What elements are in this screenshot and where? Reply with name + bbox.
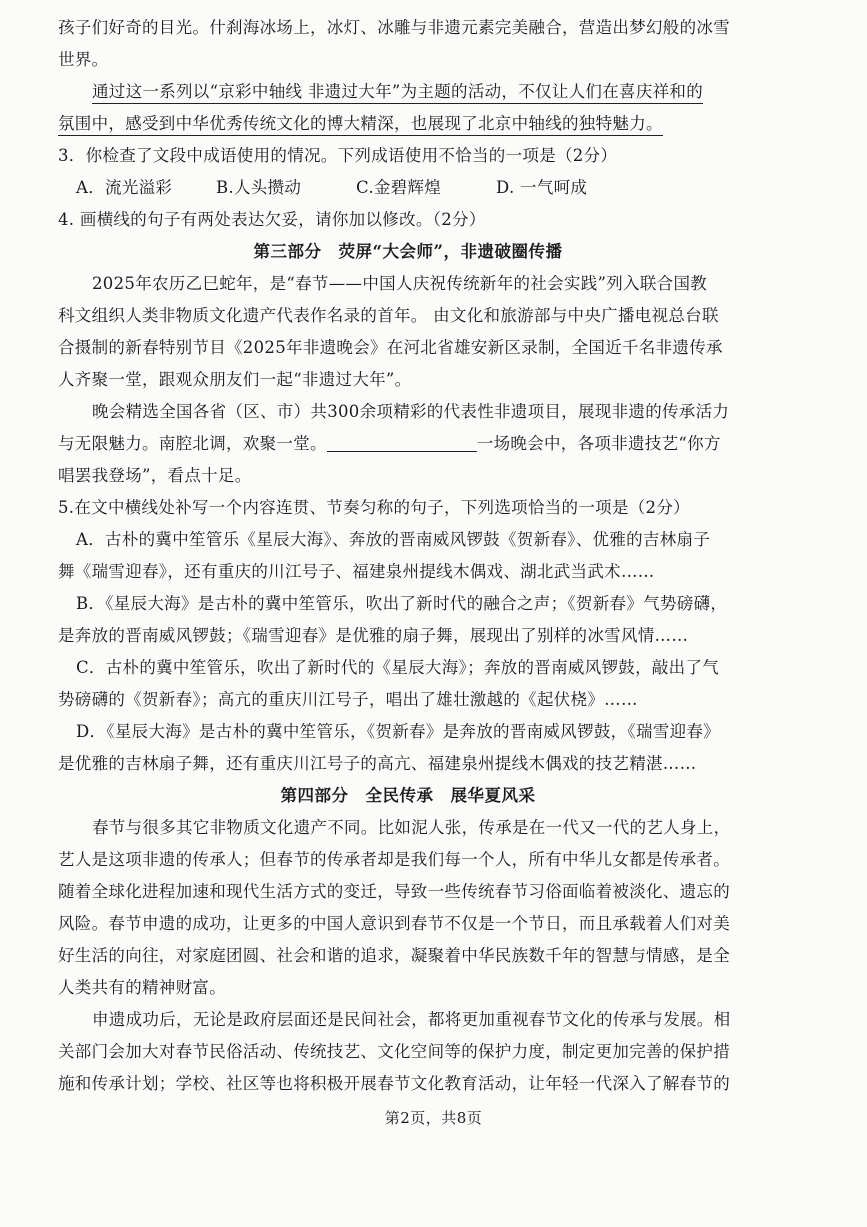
text-line: 2025年农历乙巳蛇年，是“春节——中国人庆祝传统新年的社会实践”列入联合国教 <box>92 274 708 293</box>
option-b-line: B．《星辰大海》是古朴的冀中笙管乐，吹出了新时代的融合之声；《贺新春》气势磅礴， <box>76 594 728 613</box>
underlined-sentence-line <box>58 76 758 108</box>
option-d-line: 是优雅的吉林扇子舞，还有重庆川江号子的高亢、福建泉州提线木偶戏的技艺精湛…… <box>58 754 697 773</box>
text-line: 世界。 <box>58 50 109 69</box>
option-c: C.金碧辉煌 <box>356 178 442 197</box>
part-4-title: 第四部分 全民传承 展华夏风采 <box>280 786 536 805</box>
text-line: 随着全球化进程加速和现代生活方式的变迁，导致一些传统春节习俗面临着被淡化、遗忘的 <box>58 882 730 901</box>
text-line-with-blank <box>58 428 758 460</box>
text-line: 风险。春节申遗的成功，让更多的中国人意识到春节不仅是一个节日，而且承载着人们对美 <box>58 914 730 933</box>
option-d: D. 一气呵成 <box>496 178 588 197</box>
page-content <box>58 12 758 1100</box>
text-segment: 一场晚会中，各项非遗技艺“你方 <box>476 434 721 453</box>
text-line: 施和传承计划；学校、社区等也将积极开展春节文化教育活动，让年轻一代深入了解春节的 <box>58 1074 730 1093</box>
text-line: 艺人是这项非遗的传承人；但春节的传承者却是我们每一个人，所有中华儿女都是传承者。 <box>58 850 730 869</box>
text-line: 关部门会加大对春节民俗活动、传统技艺、文化空间等的保护力度，制定更加完善的保护措 <box>58 1042 730 1061</box>
question-5-stem: 5.在文中横线处补写一个内容连贯、节奏匀称的句子，下列选项恰当的一项是（2分） <box>58 498 690 517</box>
text-line: 科文组织人类非物质文化遗产代表作名录的首年。 由文化和旅游部与中央广播电视总台联 <box>58 306 719 325</box>
part-3-title: 第三部分 荧屏“大会师”，非遗破圈传播 <box>253 242 563 261</box>
text-line: 合摄制的新春特别节目《2025年非遗晚会》在河北省雄安新区录制，全国近千名非遗传承 <box>58 338 723 357</box>
option-a: A．流光溢彩 <box>76 178 173 197</box>
text-line: 申遗成功后，无论是政府层面还是民间社会，都将更加重视春节文化的传承与发展。相 <box>92 1010 731 1029</box>
text-line: 人齐聚一堂，跟观众朋友们一起“非遗过大年”。 <box>58 370 412 389</box>
question-3-stem: 3．你检查了文段中成语使用的情况。下列成语使用不恰当的一项是（2分） <box>58 146 618 165</box>
option-a-line: 舞《瑞雪迎春》，还有重庆的川江号子、福建泉州提线木偶戏、湖北武当武术…… <box>58 562 655 581</box>
option-c-line: C．古朴的冀中笙管乐，吹出了新时代的《星辰大海》；奔放的晋南威风锣鼓，敲出了气 <box>76 658 720 677</box>
text-line: 唱罢我登场”，看点十足。 <box>58 466 252 485</box>
option-c-line: 势磅礴的《贺新春》；高亢的重庆川江号子，唱出了雄壮激越的《起伏桡》…… <box>58 690 638 709</box>
option-b: B.人头攒动 <box>216 178 302 197</box>
underlined-text: 氛围中，感受到中华优秀传统文化的博大精深，也展现了北京中轴线的独特魅力。 <box>58 114 663 136</box>
option-b-line: 是奔放的晋南威风锣鼓；《瑞雪迎春》是优雅的扇子舞，展现出了别样的冰雪风情…… <box>58 626 689 645</box>
question-4-stem: 4. 画横线的句子有两处表达欠妥，请你加以修改。（2分） <box>58 210 486 229</box>
underlined-text: 通过这一系列以“京彩中轴线 非遗过大年”为主题的活动，不仅让人们在喜庆祥和的 <box>92 82 703 104</box>
underlined-sentence-line <box>58 108 758 140</box>
text-line: 春节与很多其它非物质文化遗产不同。比如泥人张，传承是在一代又一代的艺人身上， <box>92 818 731 837</box>
fill-in-blank <box>327 433 477 452</box>
option-a-line: A．古朴的冀中笙管乐《星辰大海》、奔放的晋南威风锣鼓《贺新春》、优雅的吉林扇子 <box>76 530 711 549</box>
question-3-options <box>58 172 758 204</box>
page-number: 第2页，共8页 <box>384 1109 483 1127</box>
option-d-line: D．《星辰大海》是古朴的冀中笙管乐，《贺新春》是奔放的晋南威风锣鼓，《瑞雪迎春》 <box>76 722 720 741</box>
text-line: 人类共有的精神财富。 <box>58 978 226 997</box>
text-line: 好生活的向往，对家庭团圆、社会和谐的追求，凝聚着中华民族数千年的智慧与情感，是全 <box>58 946 730 965</box>
text-line: 晚会精选全国各省（区、市）共300余项精彩的代表性非遗项目，展现非遗的传承活力 <box>92 402 730 421</box>
text-line: 孩子们好奇的目光。什刹海冰场上，冰灯、冰雕与非遗元素完美融合，营造出梦幻般的冰雪 <box>58 18 730 37</box>
text-segment: 与无限魅力。南腔北调，欢聚一堂。 <box>58 434 327 453</box>
